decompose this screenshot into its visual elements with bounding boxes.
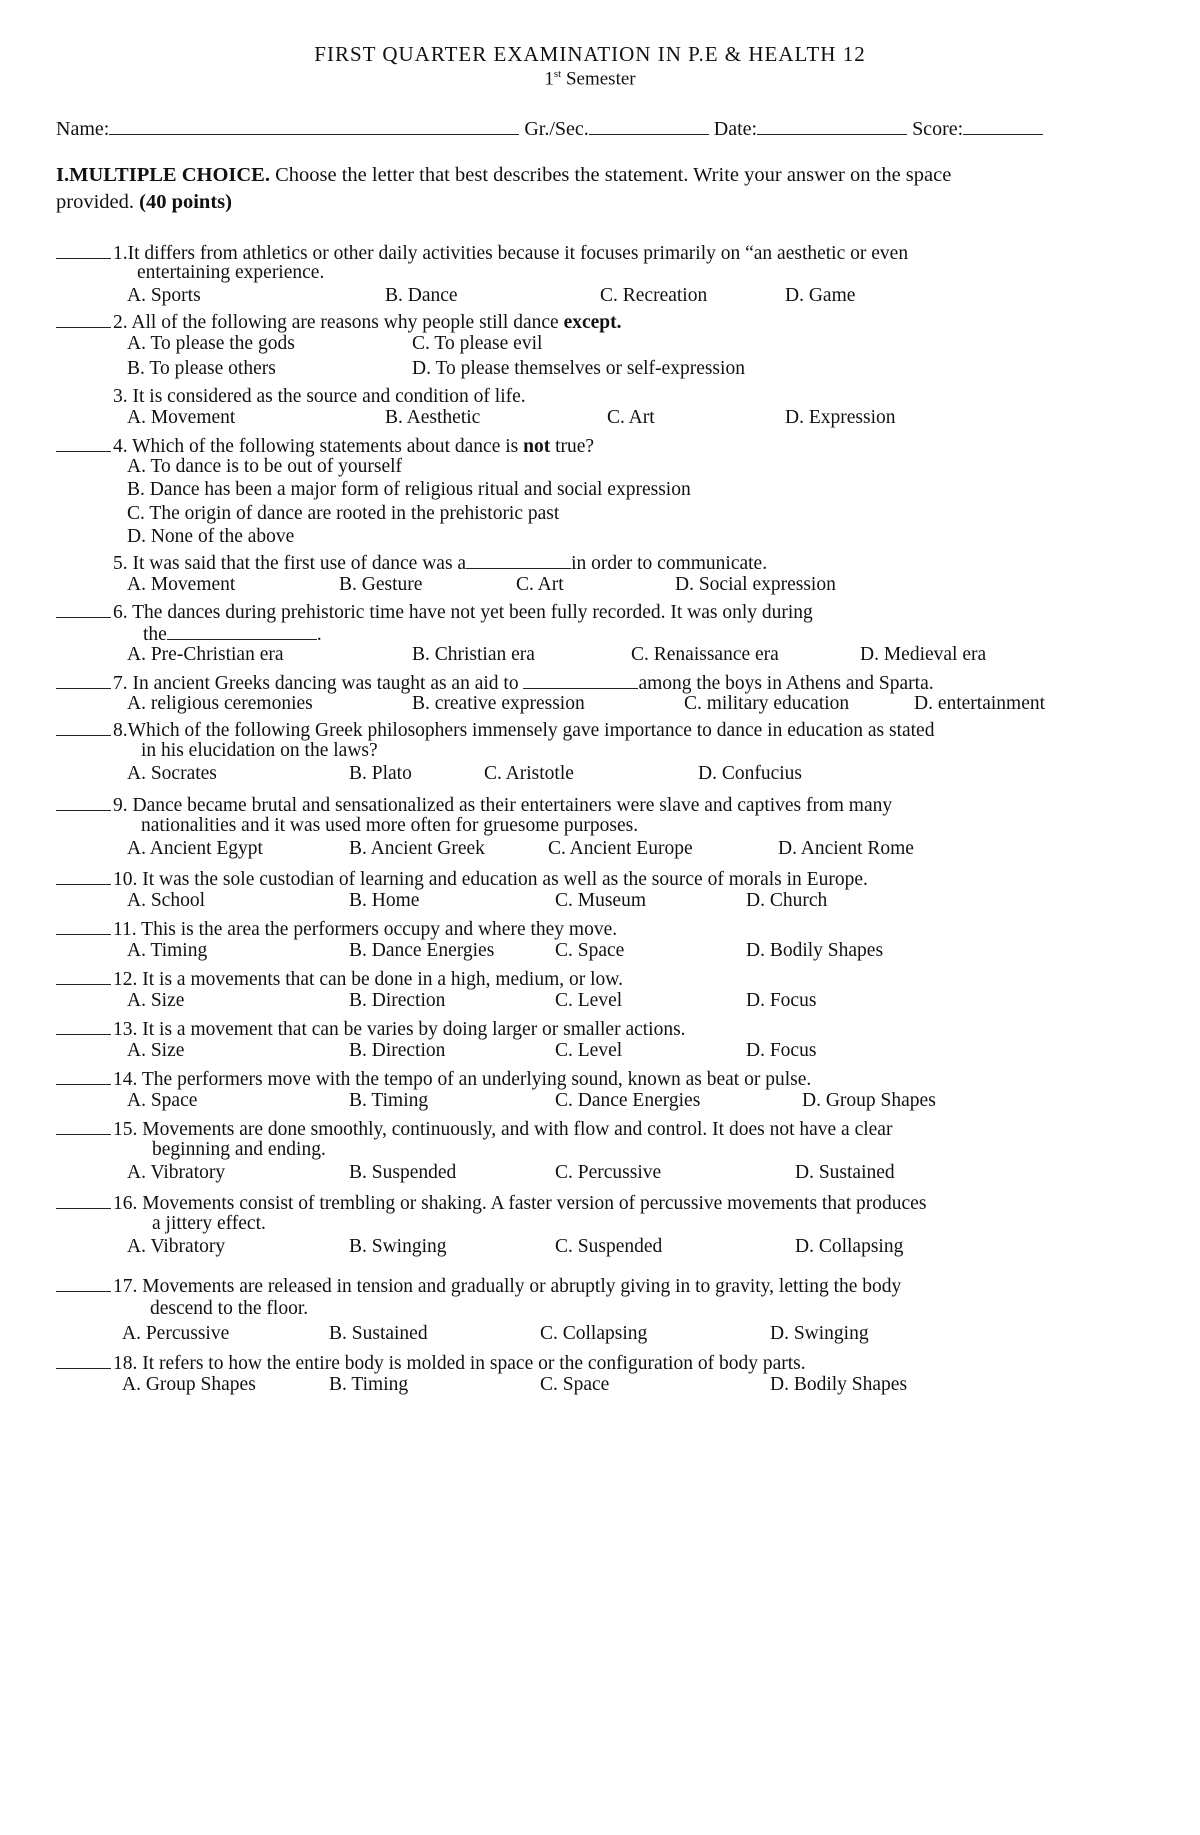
instruction-text-2: provided.: [56, 191, 134, 213]
option-d: D. Collapsing: [795, 1236, 904, 1257]
option-a: A. Vibratory: [127, 1236, 226, 1257]
question-text: 7. In ancient Greeks dancing was taught as an aid to: [113, 673, 519, 694]
option-d: D. Focus: [746, 990, 817, 1011]
answer-blank[interactable]: [56, 966, 111, 985]
student-info-row: [56, 116, 1043, 141]
option-b: B. Ancient Greek: [349, 838, 485, 859]
option-d: D. Focus: [746, 1040, 817, 1061]
option-a: A. To please the gods: [127, 333, 295, 354]
answer-blank[interactable]: [56, 240, 111, 259]
option-c: C. Art: [607, 407, 655, 428]
option-c: C. Percussive: [555, 1162, 662, 1183]
answer-blank[interactable]: [56, 309, 111, 328]
question-text-cont: beginning and ending.: [152, 1139, 326, 1160]
option-a: A. Group Shapes: [122, 1374, 256, 1395]
option-d: D. Expression: [785, 407, 896, 428]
grsec-label: Gr./Sec.: [524, 118, 589, 140]
question-text: 18. It refers to how the entire body is molded in space or the configuration of body parts.: [113, 1353, 806, 1374]
option-c: C. Recreation: [600, 285, 708, 306]
semester-label: [0, 68, 1180, 90]
option-d: D. Bodily Shapes: [770, 1374, 908, 1395]
option-c: C. Space: [555, 940, 625, 961]
score-label: Score:: [912, 118, 964, 140]
option-b: B. Sustained: [329, 1323, 428, 1344]
answer-blank[interactable]: [56, 916, 111, 935]
option-b: B. Dance has been a major form of religious ritual and social expression: [127, 479, 691, 500]
option-a: A. Vibratory: [127, 1162, 226, 1183]
name-label: Name:: [56, 118, 110, 140]
option-a: A. religious ceremonies: [127, 693, 313, 714]
option-d: D. entertainment: [914, 693, 1046, 714]
option-a: A. Ancient Egypt: [127, 838, 263, 859]
answer-blank[interactable]: [56, 1066, 111, 1085]
answer-blank[interactable]: [56, 1190, 111, 1209]
semester-text: Semester: [565, 68, 636, 90]
option-b: B. Dance: [385, 285, 458, 306]
answer-blank[interactable]: [56, 1116, 111, 1135]
fill-blank[interactable]: [167, 621, 317, 640]
question-text-cont: the: [143, 624, 167, 645]
question-text: 14. The performers move with the tempo of an underlying sound, known as beat or pulse.: [113, 1069, 812, 1090]
option-c: C. Level: [555, 1040, 623, 1061]
question-text-end: .: [316, 624, 322, 645]
question-emphasis: not: [523, 436, 551, 457]
option-b: B. Dance Energies: [349, 940, 495, 961]
question-text: 16. Movements consist of trembling or shaking. A faster version of percussive movements that produces: [113, 1193, 927, 1214]
option-c: C. Level: [555, 990, 623, 1011]
option-c: C. Art: [516, 574, 564, 595]
option-d: D. To please themselves or self-expression: [412, 358, 745, 379]
option-d: D. None of the above: [127, 526, 295, 547]
option-b: B. Swinging: [349, 1236, 447, 1257]
semester-number: 1: [544, 68, 554, 90]
option-b: B. Direction: [349, 990, 446, 1011]
semester-superscript: st: [553, 68, 562, 80]
points-label: (40 points): [139, 191, 232, 213]
option-a: A. Size: [127, 1040, 185, 1061]
option-a: A. To dance is to be out of yourself: [127, 456, 403, 477]
fill-blank[interactable]: [466, 550, 571, 569]
option-c: C. Collapsing: [540, 1323, 648, 1344]
question-text: 11. This is the area the performers occupy and where they move.: [113, 919, 618, 940]
question-text: 3. It is considered as the source and condition of life.: [113, 386, 526, 407]
option-d: D. Game: [785, 285, 856, 306]
option-a: A. School: [127, 890, 205, 911]
option-b: B. Home: [349, 890, 420, 911]
fill-blank[interactable]: [523, 670, 638, 689]
question-text: 15. Movements are done smoothly, continuously, and with flow and control. It does not have a clear: [113, 1119, 893, 1140]
option-d: D. Confucius: [698, 763, 802, 784]
option-a: A. Percussive: [122, 1323, 230, 1344]
option-c: C. military education: [684, 693, 850, 714]
question-text: 4. Which of the following statements about dance is: [113, 436, 519, 457]
option-b: B. Suspended: [349, 1162, 457, 1183]
question-text: 10. It was the sole custodian of learning and education as well as the source of morals in Europe.: [113, 869, 868, 890]
answer-blank[interactable]: [56, 550, 111, 569]
answer-blank[interactable]: [56, 1350, 111, 1369]
option-d: D. Sustained: [795, 1162, 895, 1183]
date-label: Date:: [713, 118, 758, 140]
question-text-cont: entertaining experience.: [137, 262, 325, 283]
answer-blank[interactable]: [56, 1273, 111, 1292]
answer-blank[interactable]: [56, 792, 111, 811]
date-field[interactable]: [757, 116, 907, 135]
option-a: A. Size: [127, 990, 185, 1011]
option-a: A. Movement: [127, 574, 236, 595]
question-text-end: in order to communicate.: [571, 553, 768, 574]
option-c: C. Dance Energies: [555, 1090, 701, 1111]
question-text-cont: descend to the floor.: [150, 1298, 309, 1319]
option-c: C. To please evil: [412, 333, 543, 354]
option-d: D. Bodily Shapes: [746, 940, 884, 961]
option-c: C. Space: [540, 1374, 610, 1395]
question-text: 6. The dances during prehistoric time have not yet been fully recorded. It was only during: [113, 602, 813, 623]
section-heading: I.MULTIPLE CHOICE.: [56, 164, 270, 186]
section-instructions: [56, 162, 1126, 216]
question-text: 5. It was said that the first use of dance was a: [113, 553, 467, 574]
option-c: C. The origin of dance are rooted in the prehistoric past: [127, 503, 560, 524]
question-text-end: true?: [555, 436, 595, 457]
option-c: C. Suspended: [555, 1236, 663, 1257]
exam-title: FIRST QUARTER EXAMINATION IN P.E & HEALTH 12: [314, 42, 866, 66]
question-text: 9. Dance became brutal and sensationalized as their entertainers were slave and captives from many: [113, 795, 893, 816]
question-emphasis: except.: [563, 312, 622, 333]
question-text: 17. Movements are released in tension and gradually or abruptly giving in to gravity, letting the body: [113, 1276, 902, 1297]
option-b: B. Direction: [349, 1040, 446, 1061]
option-c: C. Renaissance era: [631, 644, 779, 665]
question-text: 8.Which of the following Greek philosophers immensely gave importance to dance in education as stated: [113, 720, 935, 741]
answer-blank[interactable]: [56, 717, 111, 736]
question-text-cont: a jittery effect.: [152, 1213, 266, 1234]
option-b: B. Aesthetic: [385, 407, 481, 428]
option-a: A. Pre-Christian era: [127, 644, 284, 665]
name-field[interactable]: [109, 116, 519, 135]
answer-blank[interactable]: [56, 433, 111, 452]
option-b: B. Christian era: [412, 644, 535, 665]
option-a: A. Timing: [127, 940, 208, 961]
option-d: D. Ancient Rome: [778, 838, 914, 859]
answer-blank[interactable]: [56, 1016, 111, 1035]
instruction-text: Choose the letter that best describes the statement. Write your answer on the space: [275, 164, 952, 186]
option-b: B. creative expression: [412, 693, 585, 714]
answer-blank[interactable]: [56, 866, 111, 885]
option-c: C. Aristotle: [484, 763, 574, 784]
option-b: B. To please others: [127, 358, 276, 379]
option-d: D. Group Shapes: [802, 1090, 936, 1111]
option-a: A. Space: [127, 1090, 198, 1111]
question-text: 12. It is a movements that can be done in a high, medium, or low.: [113, 969, 623, 990]
option-d: D. Medieval era: [860, 644, 987, 665]
option-b: B. Timing: [349, 1090, 429, 1111]
option-b: B. Gesture: [339, 574, 423, 595]
option-a: A. Sports: [127, 285, 201, 306]
question-text-cont: in his elucidation on the laws?: [141, 740, 378, 761]
option-d: D. Church: [746, 890, 828, 911]
option-a: A. Movement: [127, 407, 236, 428]
option-c: C. Ancient Europe: [548, 838, 693, 859]
question-text-end: among the boys in Athens and Sparta.: [638, 673, 934, 694]
answer-blank[interactable]: [56, 383, 111, 402]
question-text: 2. All of the following are reasons why people still dance: [113, 312, 559, 333]
option-b: B. Plato: [349, 763, 412, 784]
question-text: 13. It is a movement that can be varies by doing larger or smaller actions.: [113, 1019, 686, 1040]
grsec-field[interactable]: [589, 116, 709, 135]
option-d: D. Social expression: [675, 574, 836, 595]
option-c: C. Museum: [555, 890, 647, 911]
option-a: A. Socrates: [127, 763, 217, 784]
option-b: B. Timing: [329, 1374, 409, 1395]
option-d: D. Swinging: [770, 1323, 869, 1344]
answer-blank[interactable]: [56, 599, 111, 618]
answer-blank[interactable]: [56, 670, 111, 689]
score-field[interactable]: [963, 116, 1043, 135]
question-text-cont: nationalities and it was used more often for gruesome purposes.: [141, 815, 639, 836]
question-text: 1.It differs from athletics or other daily activities because it focuses primarily on “an aesthetic or even: [113, 243, 909, 264]
